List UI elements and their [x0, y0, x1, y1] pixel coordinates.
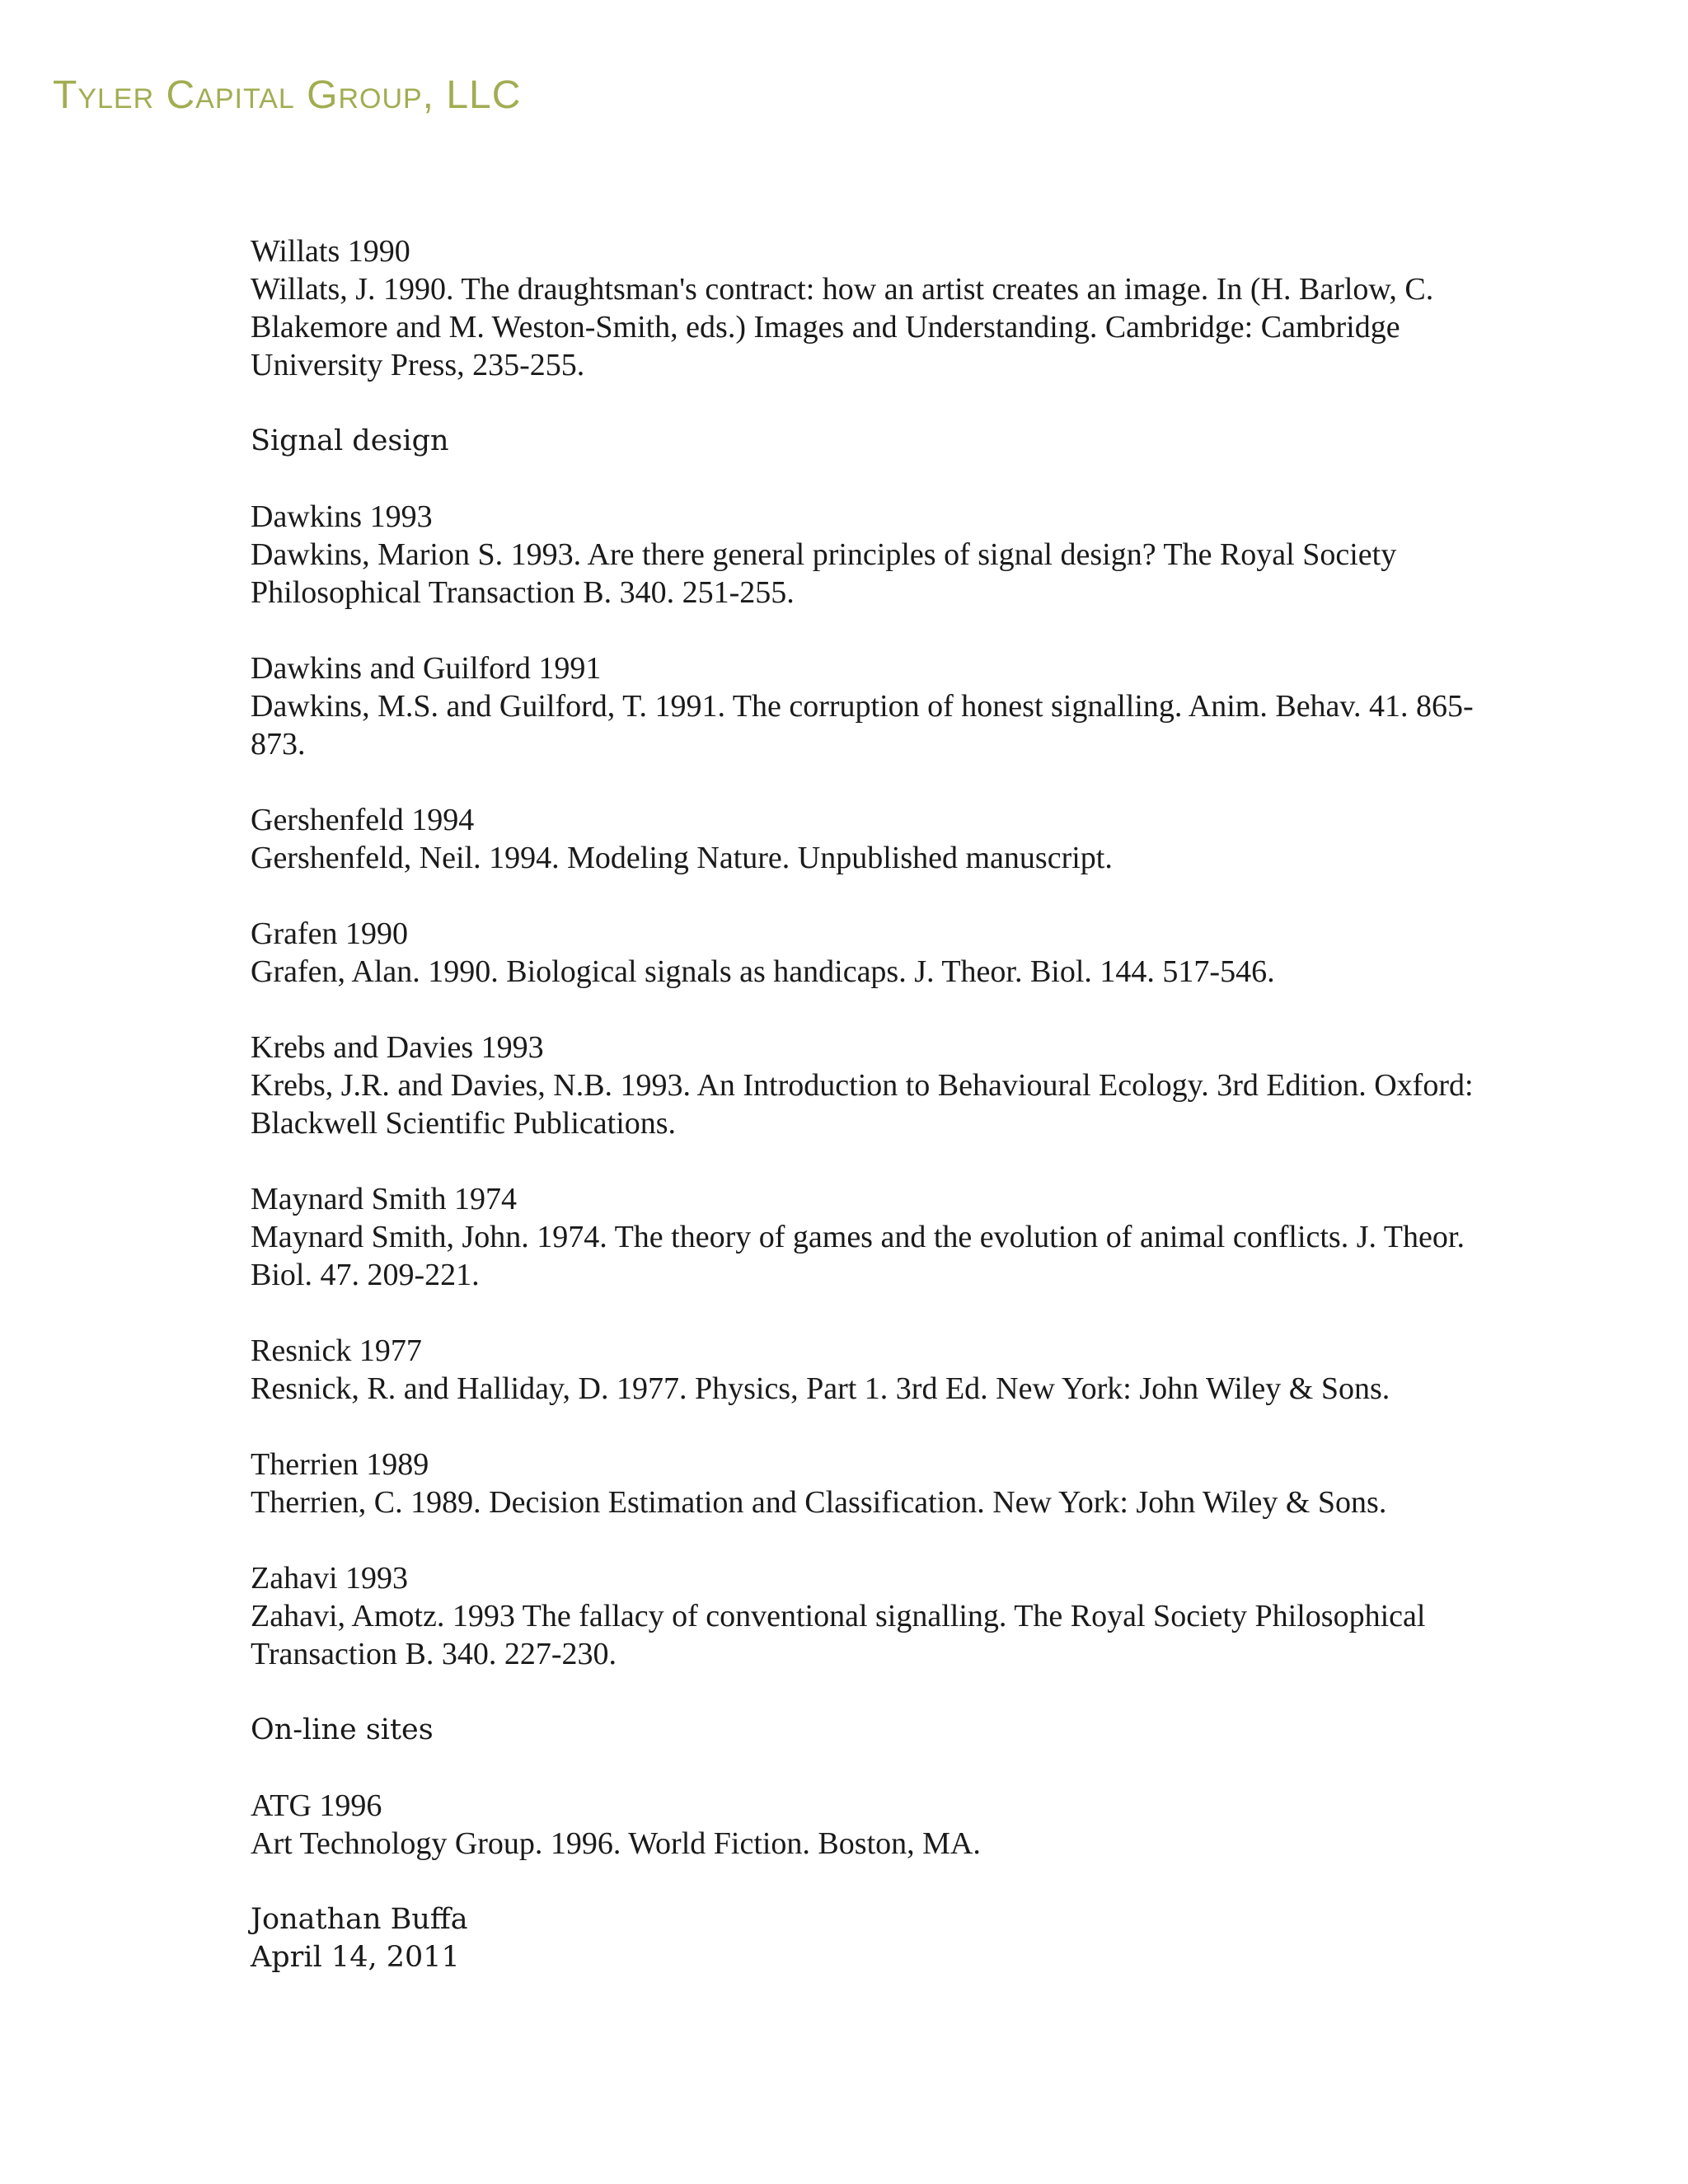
- reference-citation: Dawkins, M.S. and Guilford, T. 1991. The corruption of honest signalling. Anim. Behav. 41. 865-873.: [251, 689, 1474, 762]
- reference-entry: [251, 1029, 1487, 1142]
- reference-entry: [251, 915, 1487, 991]
- reference-citation: Grafen, Alan. 1990. Biological signals as handicaps. J. Theor. Biol. 144. 517-546.: [251, 954, 1275, 989]
- reference-key: Maynard Smith 1974: [251, 1182, 517, 1216]
- reference-key: Zahavi 1993: [251, 1561, 409, 1596]
- reference-entry: [251, 1787, 1487, 1863]
- reference-citation: Krebs, J.R. and Davies, N.B. 1993. An Introduction to Behavioural Ecology. 3rd Edition. Oxford: Blackwell Scientific Publications.: [251, 1068, 1474, 1141]
- reference-citation: Zahavi, Amotz. 1993 The fallacy of conventional signalling. The Royal Society Philosophical Transaction B. 340. 227-230.: [251, 1599, 1426, 1671]
- reference-citation: Resnick, R. and Halliday, D. 1977. Physics, Part 1. 3rd Ed. New York: John Wiley & Sons.: [251, 1371, 1390, 1406]
- reference-entry: [251, 1446, 1487, 1521]
- bibliography-body: [251, 232, 1487, 1976]
- reference-citation: Gershenfeld, Neil. 1994. Modeling Nature. Unpublished manuscript.: [251, 841, 1113, 875]
- signature-date: April 14, 2011: [251, 1941, 460, 1974]
- letterhead-company-name: Tyler Capital Group, LLC: [53, 73, 522, 117]
- reference-entry: [251, 498, 1487, 612]
- section-heading-signal-design: Signal design: [251, 424, 449, 457]
- reference-citation: Dawkins, Marion S. 1993. Are there general principles of signal design? The Royal Society Philosophical Transaction B. 340. 251-255.: [251, 537, 1397, 610]
- reference-citation: Therrien, C. 1989. Decision Estimation and Classification. New York: John Wiley & Sons.: [251, 1485, 1387, 1520]
- reference-key: Grafen 1990: [251, 916, 408, 951]
- reference-citation: Art Technology Group. 1996. World Fiction. Boston, MA.: [251, 1826, 981, 1861]
- reference-key: Willats 1990: [251, 234, 410, 269]
- signature-block: [251, 1900, 1487, 1976]
- reference-key: Dawkins and Guilford 1991: [251, 651, 602, 686]
- signature-name: Jonathan Buffa: [251, 1903, 468, 1936]
- reference-entry: [251, 801, 1487, 877]
- reference-key: Krebs and Davies 1993: [251, 1030, 544, 1065]
- reference-key: Gershenfeld 1994: [251, 803, 475, 837]
- reference-entry: [251, 1332, 1487, 1408]
- reference-entry: [251, 649, 1487, 763]
- reference-key: ATG 1996: [251, 1788, 382, 1823]
- reference-key: Therrien 1989: [251, 1447, 429, 1482]
- section-heading-online-sites: On-line sites: [251, 1713, 434, 1746]
- reference-entry: [251, 232, 1487, 384]
- reference-key: Resnick 1977: [251, 1333, 422, 1368]
- reference-entry: [251, 1180, 1487, 1294]
- reference-entry: [251, 1559, 1487, 1673]
- reference-key: Dawkins 1993: [251, 499, 433, 534]
- reference-citation: Willats, J. 1990. The draughtsman's contract: how an artist creates an image. In (H. Barlow, C. Blakemore and M. Weston-Smith, eds.) Images and Understanding. Cambridge: Cambridge University Press, 235-255.: [251, 272, 1434, 382]
- reference-citation: Maynard Smith, John. 1974. The theory of games and the evolution of animal conflicts. J. Theor. Biol. 47. 209-221.: [251, 1220, 1465, 1292]
